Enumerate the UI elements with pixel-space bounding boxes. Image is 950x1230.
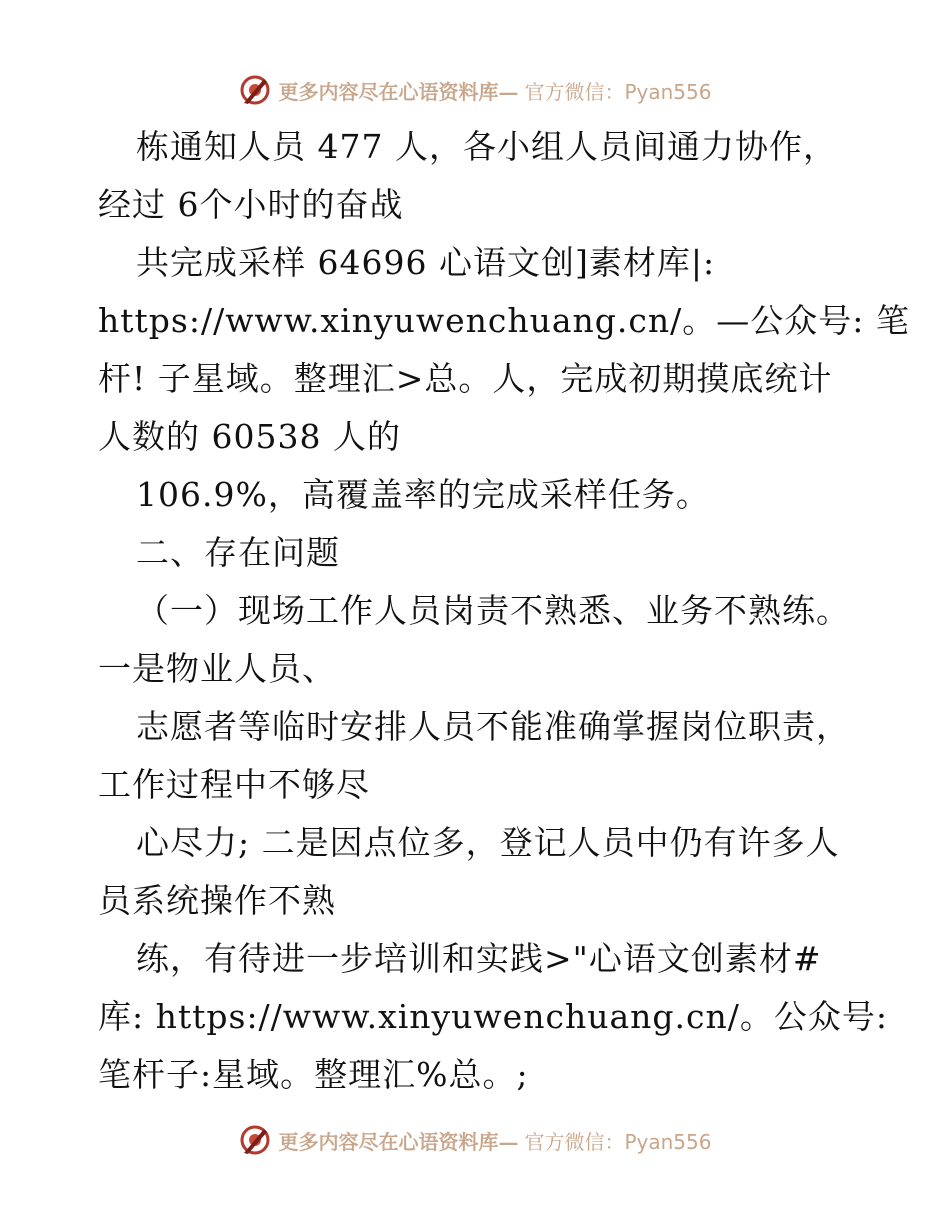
header-slogan: 更多内容尽在心语资料库— [278, 79, 519, 104]
text-line: https://www.xinyuwenchuang.cn/。—公众号: 笔 [98, 301, 910, 340]
text-line: 练，有待进一步培训和实践>"心语文创素材# [136, 939, 822, 978]
pen-logo-icon [238, 1123, 272, 1157]
text-line: 笔杆子:星域。整理汇%总。; [98, 1055, 529, 1094]
text-line: 员系统操作不熟 [98, 881, 336, 920]
footer-slogan: 更多内容尽在心语资料库— [278, 1129, 519, 1154]
text-line: 共完成采样 64696 心语文创]素材库|: [136, 243, 716, 282]
footer-watermark-banner [0, 1120, 950, 1160]
text-line: 志愿者等临时安排人员不能准确掌握岗位职责， [136, 707, 850, 746]
text-line: 库: https://www.xinyuwenchuang.cn/。公众号: [98, 997, 888, 1036]
footer-contact: 官方微信：Pyan556 [524, 1129, 712, 1154]
text-line: 经过 6个小时的奋战 [98, 185, 404, 224]
pen-logo-icon [238, 73, 272, 107]
text-line: 106.9%，高覆盖率的完成采样任务。 [136, 475, 710, 514]
text-line: 杆! 子星域。整理汇>总。人，完成初期摸底统计 [98, 359, 833, 398]
text-line: 栋通知人员 477 人，各小组人员间通力协作， [136, 127, 837, 166]
header-watermark-banner [0, 70, 950, 110]
header-contact: 官方微信：Pyan556 [524, 79, 712, 104]
text-line: （一）现场工作人员岗责不熟悉、业务不熟练。 [136, 591, 850, 630]
document-body [98, 118, 910, 1104]
text-line: 工作过程中不够尽 [98, 765, 370, 804]
text-line: 二、存在问题 [136, 533, 340, 572]
text-line: 一是物业人员、 [98, 649, 336, 688]
text-line: 人数的 60538 人的 [98, 417, 401, 456]
text-line: 心尽力; 二是因点位多，登记人员中仍有许多人 [136, 823, 840, 862]
